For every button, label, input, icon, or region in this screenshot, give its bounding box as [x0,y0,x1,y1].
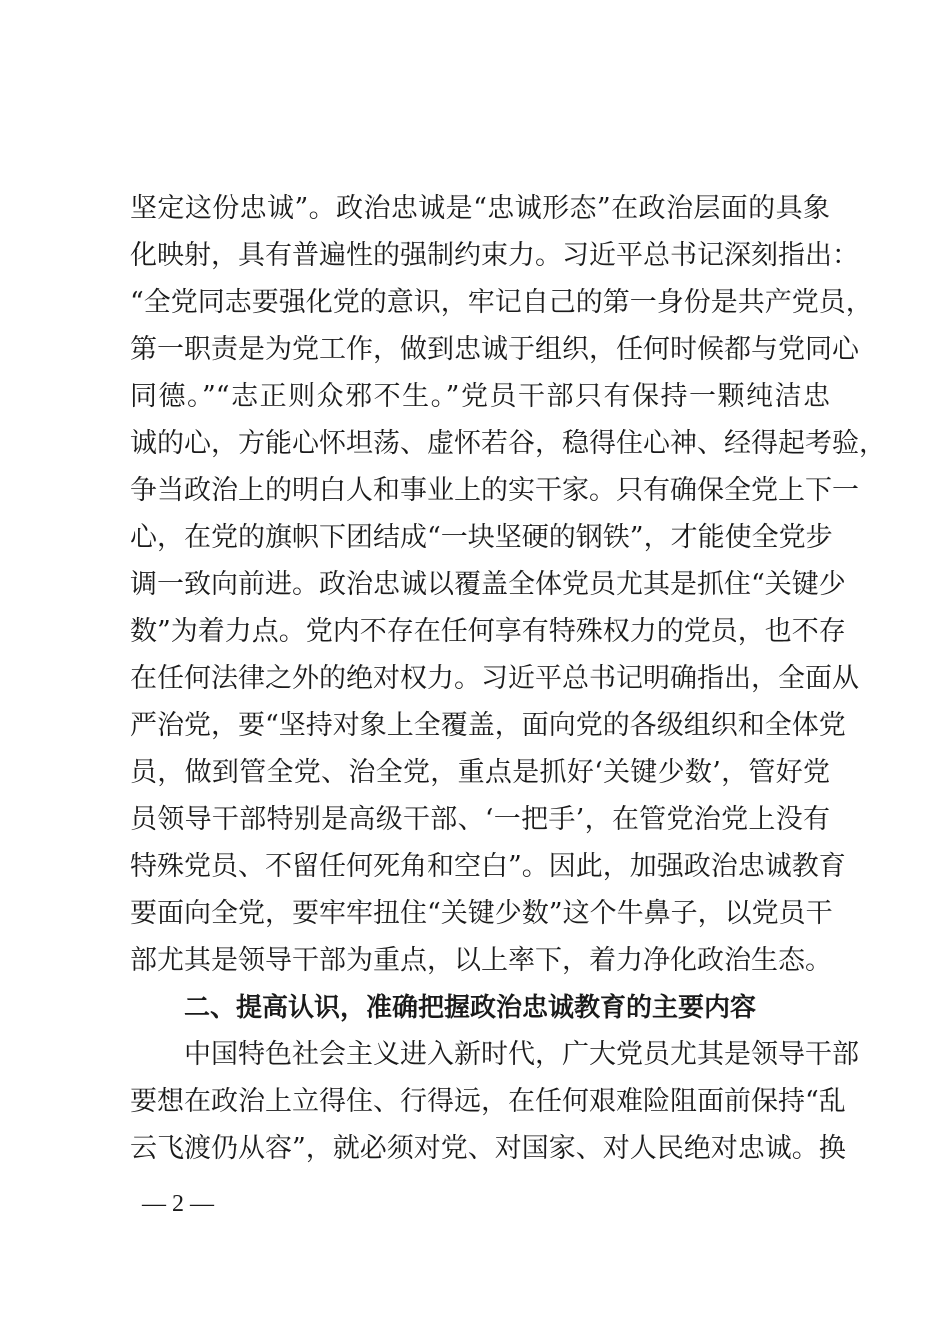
text-line: 严治党，要“坚持对象上全覆盖，面向党的各级组织和全体党 [130,710,846,741]
text-line: 云飞渡仍从容”，就必须对党、对国家、对人民绝对忠诚。换 [130,1133,846,1164]
text-line: “全党同志要强化党的意识，牢记自己的第一身份是共产党员， [130,287,873,318]
text-line: 部尤其是领导干部为重点，以上率下，着力净化政治生态。 [130,945,832,976]
text-line: 调一致向前进。政治忠诚以覆盖全体党员尤其是抓住“关键少 [130,569,846,600]
text-line: 中国特色社会主义进入新时代，广大党员尤其是领导干部 [184,1039,859,1070]
text-line: 员，做到管全党、治全党，重点是抓好‘关键少数’，管好党 [130,757,830,788]
text-line: 心，在党的旗帜下团结成“一块坚硬的钢铁”，才能使全党步 [130,522,833,553]
text-line: 要想在政治上立得住、行得远，在任何艰难险阻面前保持“乱 [130,1086,846,1117]
page-number: — 2 — [142,1191,214,1217]
text-line: 要面向全党，要牢牢扭住“关键少数”这个牛鼻子，以党员干 [130,898,833,929]
text-line: 在任何法律之外的绝对权力。习近平总书记明确指出，全面从 [130,663,859,694]
text-line: 员领导干部特别是高级干部、‘一把手’，在管党治党上没有 [130,804,830,835]
text-line: 数”为着力点。党内不存在任何享有特殊权力的党员，也不存 [130,616,846,647]
section-heading: 二、提高认识，准确把握政治忠诚教育的主要内容 [184,993,757,1023]
text-line: 诚的心，方能心怀坦荡、虚怀若谷，稳得住心神、经得起考验， [130,428,886,459]
text-line: 坚定这份忠诚”。政治忠诚是“忠诚形态”在政治层面的具象 [130,193,830,224]
text-line: 争当政治上的明白人和事业上的实干家。只有确保全党上下一 [130,475,859,506]
text-line: 同德。”“志正则众邪不生。”党员干部只有保持一颗纯洁忠 [130,381,830,412]
text-line: 特殊党员、不留任何死角和空白”。因此，加强政治忠诚教育 [130,851,846,882]
text-line: 化映射，具有普遍性的强制约束力。习近平总书记深刻指出： [130,240,859,271]
text-line: 第一职责是为党工作，做到忠诚于组织，任何时候都与党同心 [130,334,859,365]
